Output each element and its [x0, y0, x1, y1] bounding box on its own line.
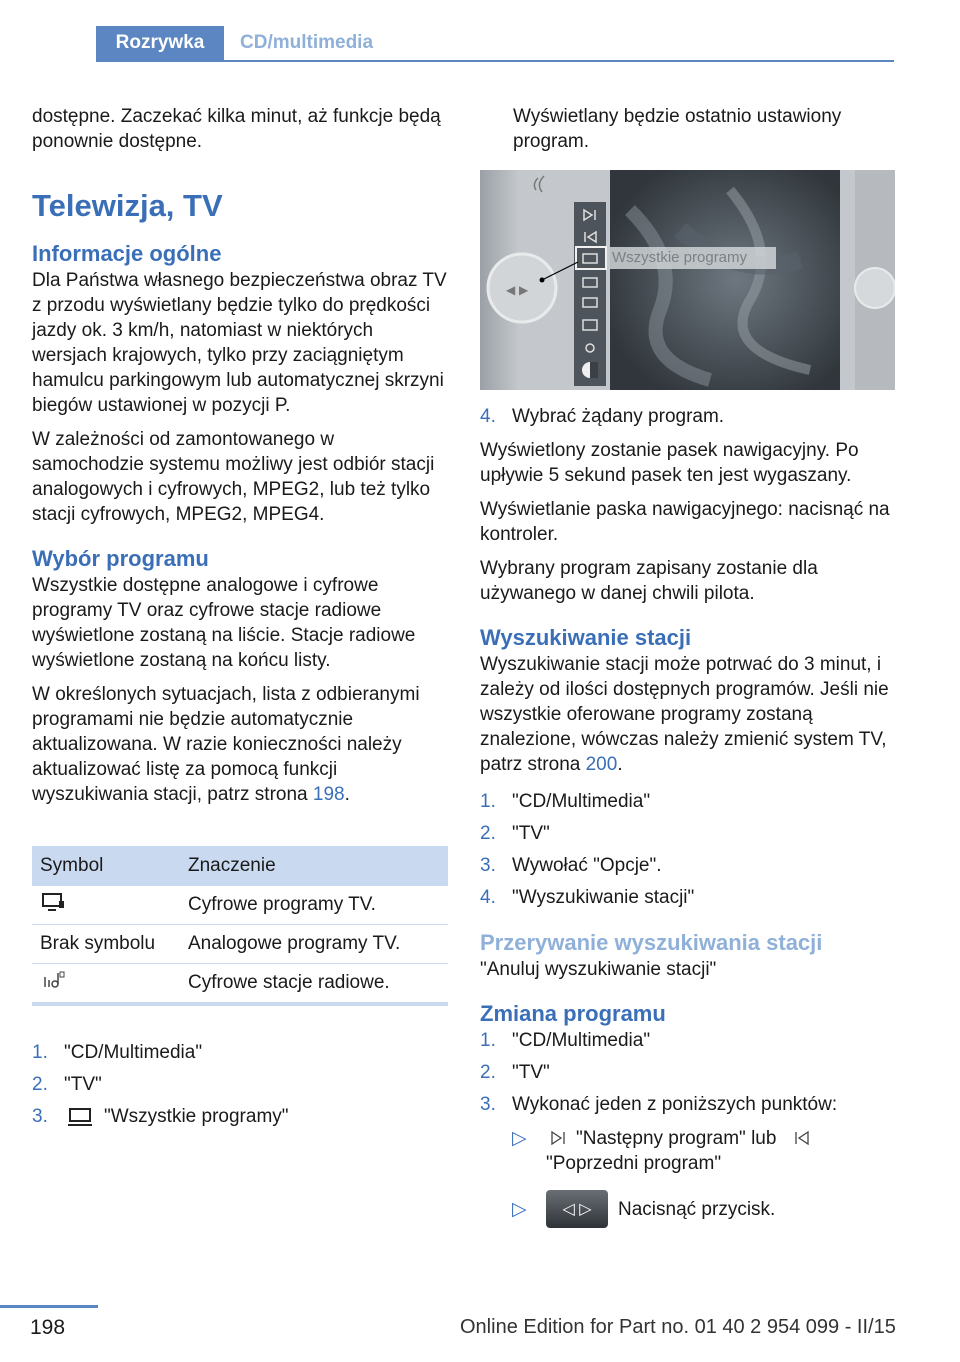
list-text: Wybrać żądany program. — [512, 406, 725, 427]
nav-bar-paragraph: Wyświetlony zostanie pasek nawigacyjny. Po upływie 5 sekund pasek ten jest wygaszany. — [480, 440, 859, 486]
list-number: 4. — [480, 887, 496, 908]
list-item — [480, 1092, 895, 1124]
nav-bar-show-paragraph: Wyświetlanie paska nawigacyjnego: nacisnąć na kontroler. — [480, 499, 890, 545]
list-text: Wykonać jeden z poniższych punktów: — [512, 1094, 838, 1115]
digital-tv-icon — [40, 891, 66, 913]
list-item — [32, 1072, 448, 1104]
sub-list-item — [512, 1126, 895, 1176]
list-item — [480, 821, 895, 853]
list-number: 1. — [480, 1030, 496, 1051]
list-text: Wywołać "Opcje". — [512, 855, 662, 876]
screen-label-all-programs: Wszystkie programy — [612, 249, 748, 266]
list-number: 4. — [480, 406, 496, 427]
list-text: "CD/Multimedia" — [64, 1042, 203, 1063]
table-header-row — [32, 846, 448, 886]
previous-program-icon — [790, 1130, 812, 1146]
page-link-198[interactable]: 198 — [312, 784, 345, 805]
page-title: Telewizja, TV — [32, 188, 223, 223]
list-number: 3. — [32, 1106, 48, 1127]
list-number: 1. — [32, 1042, 48, 1063]
sub-item-text — [546, 1126, 814, 1176]
sub-text: Nacisnąć przycisk. — [618, 1198, 776, 1220]
list-item — [480, 1028, 895, 1060]
list-item — [480, 404, 895, 436]
symbol-table — [32, 846, 448, 1006]
step-4 — [480, 404, 895, 436]
bullet-triangle: ▷ — [512, 1128, 527, 1149]
table-cell-symbol — [32, 886, 180, 925]
table-header-meaning: Znaczenie — [180, 846, 448, 886]
list-item — [480, 1060, 895, 1092]
list-text: "TV" — [512, 823, 550, 844]
list-text: "Wszystkie programy" — [104, 1106, 289, 1127]
list-number: 2. — [480, 823, 496, 844]
table-cell-meaning: Cyfrowe stacje radiowe. — [180, 964, 448, 1005]
right-intro: Wyświetlany będzie ostatnio ustawiony program. — [513, 106, 842, 152]
select-paragraph-2-text: W określonych sytuacjach, lista z odbieranymi programami nie będzie automatycznie aktualizowana. W razie konieczności należy aktualizować listę za pomocą funkcji wyszukiwania stacji, patrz strona — [32, 684, 420, 805]
list-number: 3. — [480, 855, 496, 876]
list-item — [480, 853, 895, 885]
select-paragraph-2 — [32, 682, 448, 807]
select-paragraph-1: Wszystkie dostępne analogowe i cyfrowe programy TV oraz cyfrowe stacje radiowe wyświetlone zostaną na liście. Stacje radiowe wyświetlone zostaną na końcu listy. — [32, 575, 416, 671]
table-row — [32, 886, 448, 925]
period: . — [344, 784, 350, 805]
page-number: 198 — [30, 1316, 66, 1339]
general-paragraph-1: Dla Państwa własnego bezpieczeństwa obraz TV z przodu wyświetlany będzie tylko do prędkości jazdy ok. 3 km/h, natomiast w niektórych wersjach krajowych, tylko przy zaciągniętym hamulcu parkingowym lub automatycznej skrzyni biegów ustawionej w pozycji P. — [32, 270, 447, 416]
header-rule — [96, 60, 894, 62]
select-heading: Wybór programu — [32, 546, 209, 571]
next-program-icon — [548, 1130, 570, 1146]
left-steps-list — [32, 1040, 448, 1136]
change-substeps — [512, 1126, 895, 1228]
list-item — [480, 885, 895, 917]
search-paragraph — [480, 652, 895, 777]
header-tab-rozrywka[interactable]: Rozrywka — [96, 26, 224, 60]
list-text: "CD/Multimedia" — [512, 1030, 651, 1051]
prev-next-buttons-icon: ◁ ▷ — [546, 1190, 608, 1228]
general-heading: Informacje ogólne — [32, 241, 222, 266]
table-header-symbol: Symbol — [32, 846, 180, 886]
table-row — [32, 964, 448, 1005]
table-cell-meaning: Cyfrowe programy TV. — [180, 886, 448, 925]
list-number: 3. — [480, 1094, 496, 1115]
header-tab-cd-multimedia[interactable]: CD/multimedia — [240, 32, 374, 53]
list-item — [32, 1104, 448, 1136]
digital-radio-icon — [40, 969, 66, 991]
tv-menu-graphic — [480, 170, 895, 390]
right-column — [480, 404, 895, 1228]
left-column — [32, 104, 448, 816]
search-heading: Wyszukiwanie stacji — [480, 625, 692, 650]
table-row — [32, 925, 448, 964]
edition-text: Online Edition for Part no. 01 40 2 954 099 - II/15 — [460, 1316, 896, 1338]
sub-text-b: "Poprzedni program" — [546, 1153, 722, 1174]
list-number: 2. — [32, 1074, 48, 1095]
table-cell-meaning: Analogowe programy TV. — [180, 925, 448, 964]
table-cell-symbol: Brak symbolu — [32, 925, 180, 964]
footer-rule — [0, 1305, 98, 1308]
period: . — [617, 754, 623, 775]
list-item — [480, 789, 895, 821]
svg-text:◀ ▶: ◀ ▶ — [506, 283, 529, 297]
list-text: "CD/Multimedia" — [512, 791, 651, 812]
list-number: 2. — [480, 1062, 496, 1083]
all-programs-icon — [66, 1106, 96, 1128]
table-cell-symbol — [32, 964, 180, 1005]
list-text: "Wyszukiwanie stacji" — [512, 887, 695, 908]
list-text: "TV" — [512, 1062, 550, 1083]
general-paragraph-2: W zależności od zamontowanego w samochodzie systemu możliwy jest odbiór stacji analogowych i cyfrowych, MPEG2, lub też tylko stacji cyfrowych, MPEG2, MPEG4. — [32, 429, 435, 525]
change-steps-list — [480, 1028, 895, 1124]
sub-text-a: "Następny program" lub — [576, 1128, 777, 1149]
list-number: 1. — [480, 791, 496, 812]
page-link-200[interactable]: 200 — [585, 754, 618, 775]
tv-menu-screenshot — [480, 170, 895, 390]
abort-heading: Przerywanie wyszukiwania stacji — [480, 930, 823, 955]
search-paragraph-text: Wyszukiwanie stacji może potrwać do 3 minut, i zależy od ilości dostępnych programów. Jeśli nie wszystkie oferowane programy zostaną znalezione, wówczas należy zmienić system TV, patrz strona — [480, 654, 889, 775]
change-heading: Zmiana programu — [480, 1001, 666, 1026]
list-item — [32, 1040, 448, 1072]
sub-list-item — [512, 1190, 895, 1228]
bullet-triangle: ▷ — [512, 1198, 527, 1220]
abort-text: "Anuluj wyszukiwanie stacji" — [480, 959, 717, 980]
remote-paragraph: Wybrany program zapisany zostanie dla używanego w danej chwili pilota. — [480, 558, 818, 604]
search-steps-list — [480, 789, 895, 917]
intro-text: dostępne. Zaczekać kilka minut, aż funkcje będą ponownie dostępne. — [32, 106, 441, 152]
list-text: "TV" — [64, 1074, 102, 1095]
